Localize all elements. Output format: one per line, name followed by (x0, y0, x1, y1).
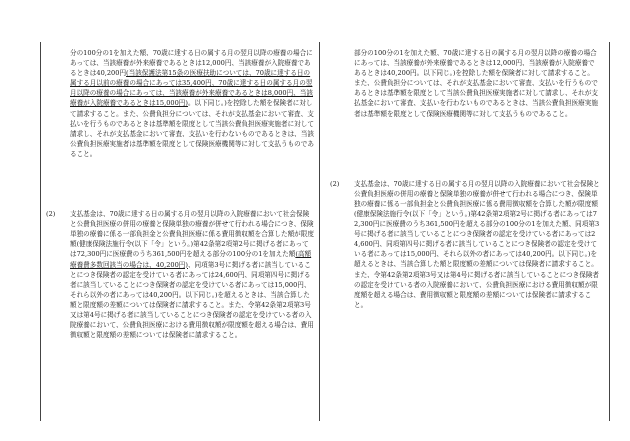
left-p1-underlined-amendment: (当該保護法第15条の医療扶助については、70歳に達する日の属する月以前の療養の場合にあっては35,400円、70歳に達する日の属する月の翌月以降の療養の場合にあっては、当該療養が外来療養であるときは8,000円、当該療養が入院療養であるときは15,000円) (70, 69, 313, 108)
right-p2-body: 支払基金は、70歳に達する日の属する月の翌月以降の入院療養において社会保険と公費負担医療の併用の療養と保険単独の療養が併せて行われる場合につき、保険単独の療養に係る一部負担金と公費負担医療に係る費用徴収額を合算した額が限度額(健康保険法施行令(以下「令」という。)第42条第2項第2号に掲げる者にあっては72,300円に医療費のうち361,500円を超える部分の100分の1を加えた額、同項第3号に掲げる者に該当していることにつき保険者の認定を受けている者にあっては24,600円、同項第四号に掲げる者に該当していることにつき保険者の認定を受けている者にあっては15,000円、それら以外の者にあっては40,200円。以下同じ。)を超えるときは、当該合算した額と限度額の差額については保険者に請求すること。また、令第42条第2項第3号又は第4号に掲げる者に該当していることにつき保険者の認定を受けている者の入院療養において、公費負担医療における費用徴収額が限度額を超える場合は、費用徴収額と限度額の差額については保険者に請求すること。 (354, 179, 600, 309)
left-column-amended-text (46, 48, 314, 340)
left-p1-text-a: 分の100分の1を加えた額、70歳に達する日の属する月の翌月以降の療養の場合にあっては、当該療養が外来療養であるときは12,000円、当該療養が入院療養であるときは40,200円 (70, 49, 313, 78)
left-p2-body (70, 209, 314, 340)
left-p2-underlined-amendment: (高額療養費多数回該当の場合は、40,200円) (70, 250, 312, 269)
left-p2-number: (2) (46, 210, 56, 219)
paragraph-gap (330, 119, 600, 179)
left-p2-text-b: 、同項第3号に掲げる者に該当していることにつき保険者の認定を受けている者にあっては24,600円、同項第四号に掲げる者に該当していることにつき保険者の認定を受けている者にあっては15,000円、それら以外の者にあっては40,200円。以下同じ。)を超えるときは、当該合算した額と限度額の差額については保険者に請求すること。また、令第42条第2項第3号又は第4号に掲げる者に該当していることにつき保険者の認定を受けている者の入院療養において、公費負担医療における費用徴収額が限度額を超える場合は、費用徴収額と限度額の差額については保険者に請求すること。 (70, 260, 314, 340)
left-paragraph-1 (46, 48, 314, 159)
paragraph-gap (46, 159, 314, 209)
document-page (40, 42, 610, 421)
left-p2-text-a: 支払基金は、70歳に達する日の属する月の翌月以降の入院療養において社会保険と公費負担医療の併用の療養と保険単独の療養が併せて行われる場合につき、保険単独の療養に係る一部負担金と公費負担医療に係る費用徴収額を合算した額が限度額(健康保険法施行令(以下「令」という。)第42条第2項第2号に掲げる者にあっては72,300円に医療費のうち361,500円を超える部分の100分の1を加えた額 (70, 210, 314, 259)
right-paragraph-2 (330, 179, 600, 310)
right-p2-number: (2) (330, 179, 340, 188)
left-p1-text-b: 。以下同じ。)を控除した額を保険者に対して請求すること。また、公費負担分については、それが支払基金において審査、支払いを行うものであるときは基準額を限度として当該公費負担医療実施者に対して請求し、それが支払基金において審査、支払いを行わないものであるときは、当該公費負担医療実施者は基準額を限度として保険医療機関等に対して支払うものであること。 (70, 99, 314, 158)
left-paragraph-2 (46, 209, 314, 340)
right-paragraph-1: 部分の100分の1を加えた額、70歳に達する日の属する月の翌月以降の療養の場合にあっては、当該療養が外来療養であるときは12,000円、当該療養が入院療養であるときは40,200円。以下同じ。)を控除した額を保険者に対して請求すること。また、公費負担分については、それが支払基金において審査、支払いを行うものであるときは基準額を限度として当該公費負担医療実施者に対して請求し、それが支払基金において審査、支払いを行わないものであるときは、当該公費負担医療実施者は基準額を限度として保険医療機関等に対して支払うものであること。 (354, 49, 598, 118)
column-divider (319, 42, 320, 421)
right-column-current-text (330, 48, 600, 310)
